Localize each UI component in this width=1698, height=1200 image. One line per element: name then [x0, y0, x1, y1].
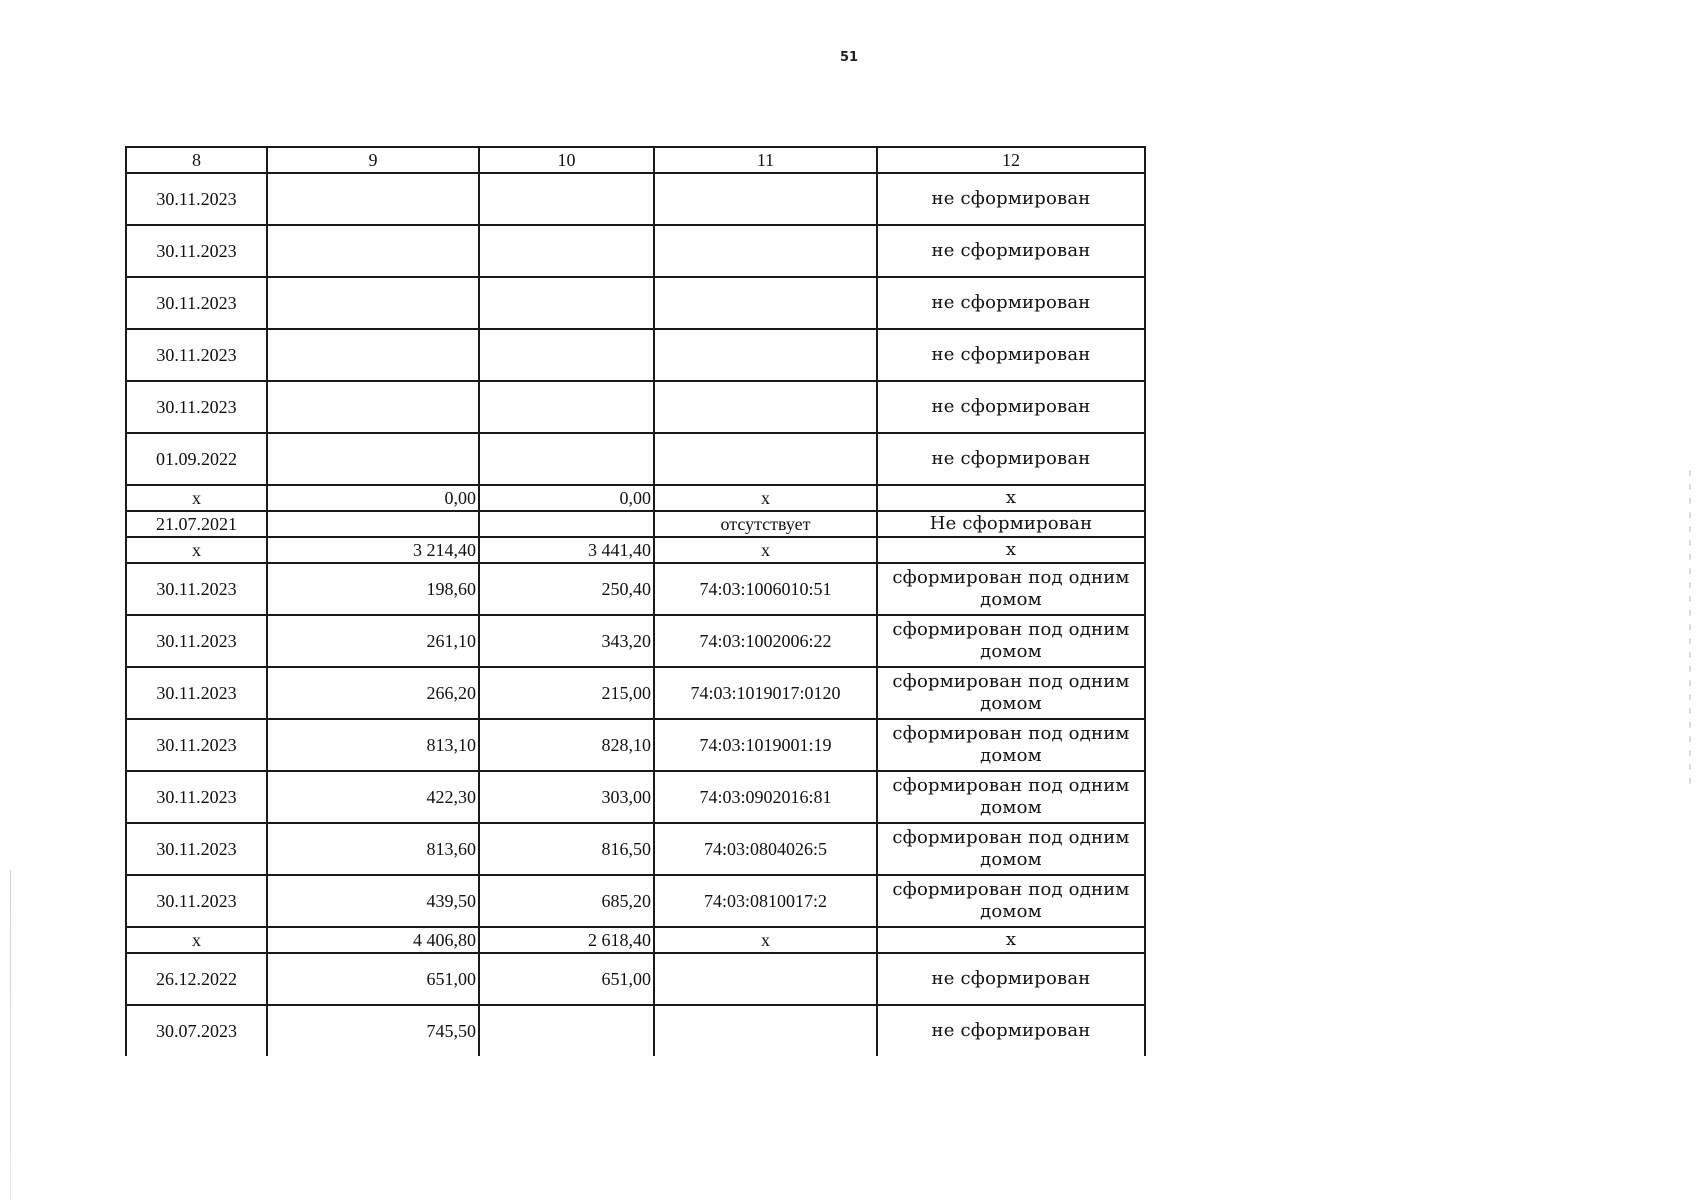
column-header: 12 — [877, 147, 1145, 173]
cell-area-9: 198,60 — [267, 563, 479, 615]
cell-status: не сформирован — [877, 953, 1145, 1005]
table-row — [126, 927, 1145, 953]
cell-status: сформирован под одним домом — [877, 823, 1145, 875]
cell-area-10: 0,00 — [479, 485, 654, 511]
cell-date: 30.11.2023 — [126, 329, 267, 381]
cell-status: сформирован под одним домом — [877, 615, 1145, 667]
table-row — [126, 719, 1145, 771]
cell-date: 30.11.2023 — [126, 719, 267, 771]
cell-area-10 — [479, 433, 654, 485]
cell-date: 30.11.2023 — [126, 615, 267, 667]
cell-cadastral-number: 74:03:0804026:5 — [654, 823, 877, 875]
table-row — [126, 511, 1145, 537]
table-row — [126, 615, 1145, 667]
cell-area-10: 2 618,40 — [479, 927, 654, 953]
cell-status: не сформирован — [877, 225, 1145, 277]
cell-area-9: 813,10 — [267, 719, 479, 771]
cell-area-9 — [267, 433, 479, 485]
column-header: 9 — [267, 147, 479, 173]
cell-area-9 — [267, 277, 479, 329]
cell-area-9: 266,20 — [267, 667, 479, 719]
cell-date: 30.11.2023 — [126, 563, 267, 615]
cell-cadastral-number — [654, 277, 877, 329]
cell-area-10 — [479, 173, 654, 225]
cell-area-10 — [479, 277, 654, 329]
cell-area-10 — [479, 511, 654, 537]
column-header: 10 — [479, 147, 654, 173]
cell-area-9 — [267, 329, 479, 381]
cell-cadastral-number — [654, 381, 877, 433]
register-table — [125, 146, 1146, 1056]
cell-cadastral-number: отсутствует — [654, 511, 877, 537]
cell-area-9 — [267, 173, 479, 225]
table-row — [126, 381, 1145, 433]
table-header-row — [126, 147, 1145, 173]
cell-date: 30.11.2023 — [126, 823, 267, 875]
cell-status: не сформирован — [877, 433, 1145, 485]
cell-date: 30.07.2023 — [126, 1005, 267, 1056]
cell-status: не сформирован — [877, 1005, 1145, 1056]
cell-cadastral-number: 74:03:0810017:2 — [654, 875, 877, 927]
column-header: 8 — [126, 147, 267, 173]
cell-status: не сформирован — [877, 173, 1145, 225]
cell-status: сформирован под одним домом — [877, 875, 1145, 927]
cell-area-9 — [267, 511, 479, 537]
cell-cadastral-number: 74:03:1002006:22 — [654, 615, 877, 667]
table-row — [126, 875, 1145, 927]
cell-cadastral-number — [654, 329, 877, 381]
table-row — [126, 173, 1145, 225]
cell-area-10 — [479, 329, 654, 381]
table-row — [126, 771, 1145, 823]
cell-area-10: 250,40 — [479, 563, 654, 615]
cell-cadastral-number: 74:03:1019017:0120 — [654, 667, 877, 719]
scan-artifact — [1689, 470, 1691, 790]
cell-status: сформирован под одним домом — [877, 667, 1145, 719]
cell-status: сформирован под одним домом — [877, 771, 1145, 823]
cell-area-9 — [267, 381, 479, 433]
cell-area-10: 303,00 — [479, 771, 654, 823]
table-body — [126, 147, 1145, 1056]
cell-status: не сформирован — [877, 381, 1145, 433]
cell-area-9: 3 214,40 — [267, 537, 479, 563]
table-row — [126, 329, 1145, 381]
cell-cadastral-number: 74:03:1006010:51 — [654, 563, 877, 615]
table-row — [126, 823, 1145, 875]
cell-area-10 — [479, 1005, 654, 1056]
cell-date: 30.11.2023 — [126, 381, 267, 433]
cell-status: сформирован под одним домом — [877, 719, 1145, 771]
table-row — [126, 485, 1145, 511]
cell-cadastral-number: x — [654, 485, 877, 511]
cell-date: 26.12.2022 — [126, 953, 267, 1005]
column-header: 11 — [654, 147, 877, 173]
cell-area-9: 422,30 — [267, 771, 479, 823]
table-row — [126, 537, 1145, 563]
table-row — [126, 1005, 1145, 1056]
cell-area-10: 3 441,40 — [479, 537, 654, 563]
cell-status: Не сформирован — [877, 511, 1145, 537]
cell-date: 30.11.2023 — [126, 173, 267, 225]
cell-area-10: 828,10 — [479, 719, 654, 771]
table-row — [126, 667, 1145, 719]
cell-area-10 — [479, 381, 654, 433]
cell-cadastral-number: 74:03:0902016:81 — [654, 771, 877, 823]
cell-date: 30.11.2023 — [126, 875, 267, 927]
cell-area-9: 745,50 — [267, 1005, 479, 1056]
cell-area-9 — [267, 225, 479, 277]
cell-area-10: 343,20 — [479, 615, 654, 667]
cell-area-9: 261,10 — [267, 615, 479, 667]
cell-status: x — [877, 537, 1145, 563]
cell-date: 01.09.2022 — [126, 433, 267, 485]
cell-area-9: 439,50 — [267, 875, 479, 927]
cell-cadastral-number — [654, 225, 877, 277]
cell-cadastral-number — [654, 433, 877, 485]
cell-cadastral-number — [654, 173, 877, 225]
cell-date: 30.11.2023 — [126, 277, 267, 329]
cell-status: x — [877, 927, 1145, 953]
cell-cadastral-number: x — [654, 927, 877, 953]
cell-area-9: 813,60 — [267, 823, 479, 875]
cell-area-9: 0,00 — [267, 485, 479, 511]
cell-date: x — [126, 537, 267, 563]
cell-area-10: 685,20 — [479, 875, 654, 927]
cell-cadastral-number — [654, 1005, 877, 1056]
cell-area-10: 215,00 — [479, 667, 654, 719]
cell-date: 30.11.2023 — [126, 771, 267, 823]
cell-area-10 — [479, 225, 654, 277]
table-row — [126, 953, 1145, 1005]
cell-status: не сформирован — [877, 329, 1145, 381]
cell-date: x — [126, 927, 267, 953]
cell-date: 30.11.2023 — [126, 667, 267, 719]
cell-area-9: 4 406,80 — [267, 927, 479, 953]
cell-date: x — [126, 485, 267, 511]
cell-area-10: 651,00 — [479, 953, 654, 1005]
table-row — [126, 277, 1145, 329]
table-row — [126, 563, 1145, 615]
cell-date: 21.07.2021 — [126, 511, 267, 537]
cell-status: сформирован под одним домом — [877, 563, 1145, 615]
scan-artifact — [10, 870, 11, 1200]
table-row — [126, 225, 1145, 277]
cell-cadastral-number: x — [654, 537, 877, 563]
cell-status: не сформирован — [877, 277, 1145, 329]
cell-date: 30.11.2023 — [126, 225, 267, 277]
cell-cadastral-number — [654, 953, 877, 1005]
page-number: 51 — [839, 50, 859, 65]
table-row — [126, 433, 1145, 485]
cell-cadastral-number: 74:03:1019001:19 — [654, 719, 877, 771]
cell-status: x — [877, 485, 1145, 511]
cell-area-10: 816,50 — [479, 823, 654, 875]
cell-area-9: 651,00 — [267, 953, 479, 1005]
